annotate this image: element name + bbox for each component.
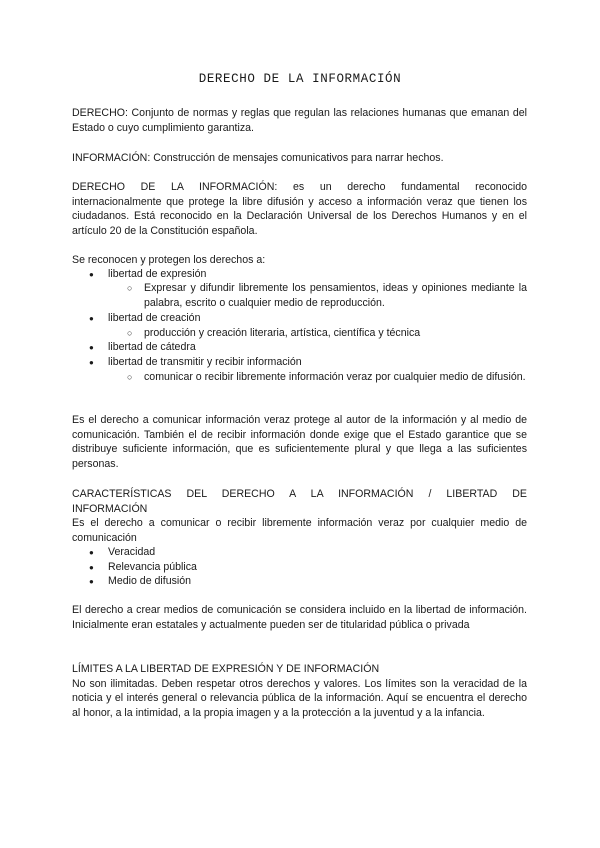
bullet-icon: ● xyxy=(89,563,94,572)
document-title: DERECHO DE LA INFORMACIÓN xyxy=(198,72,402,86)
paragraph-derecho-informacion-line1: DERECHO DE LA INFORMACIÓN: es un derecho fundamental reconocido xyxy=(72,181,527,193)
rights-subitem: producción y creación literaria, artística, científica y técnica xyxy=(144,327,421,339)
rights-item: libertad de cátedra xyxy=(108,341,196,353)
paragraph-derecho-informacion: internacionalmente que protege la libre difusión y acceso a información veraz que tienen los ciudadanos. Está reconocido en la Declaración Universal de los Derechos Humanos y en el artículo 20 de la Constitución española. xyxy=(72,195,527,237)
rights-item: libertad de creación xyxy=(108,312,201,324)
bullet-icon: ● xyxy=(89,270,94,279)
paragraph-comunicar: Es el derecho a comunicar información veraz protege al autor de la información y al medio de comunicación. También el de recibir información donde exige que el Estado garantice que se distribuye suficiente información, que es suficientemente plural y que llega a las suficientes personas. xyxy=(72,414,527,470)
paragraph-limites: No son ilimitadas. Deben respetar otros derechos y valores. Los límites son la veracidad de la noticia y el interés general o relevancia pública de la información. Aquí se encuentra el derecho al honor, a la intimidad, a la propia imagen y a la protección a la juventud y a la infancia. xyxy=(72,677,527,719)
rights-item: libertad de transmitir y recibir información xyxy=(108,356,302,368)
paragraph-derecho: DERECHO: Conjunto de normas y reglas que regulan las relaciones humanas que emanan del Estado o cuyo cumplimiento garantiza. xyxy=(72,107,527,134)
rights-subitem: Expresar y difundir libremente los pensamientos, ideas y opiniones mediante la palabra, escrito o cualquier medio de reproducción. xyxy=(144,282,527,309)
rights-intro: Se reconocen y protegen los derechos a: xyxy=(72,254,266,266)
rights-subitem: comunicar o recibir libremente información veraz por cualquier medio de difusión. xyxy=(144,371,526,383)
paragraph-medios: El derecho a crear medios de comunicación se considera incluido en la libertad de información. Inicialmente eran estatales y actualmente pueden ser de titularidad pública o privada xyxy=(72,604,527,631)
characteristic-item: Veracidad xyxy=(108,546,156,558)
bullet-icon: ● xyxy=(89,358,94,367)
rights-item: libertad de expresión xyxy=(108,268,207,280)
bullet-icon: ● xyxy=(89,577,94,586)
bullet-icon: ● xyxy=(89,314,94,323)
bullet-icon: ● xyxy=(89,548,94,557)
circle-bullet-icon: ○ xyxy=(127,328,133,338)
paragraph-caracteristicas: Es el derecho a comunicar o recibir libremente información veraz por cualquier medio de comunicación xyxy=(72,517,527,544)
heading-limites: LÍMITES A LA LIBERTAD DE EXPRESIÓN Y DE INFORMACIÓN xyxy=(72,663,380,675)
circle-bullet-icon: ○ xyxy=(127,372,133,382)
heading-caracteristicas-line1: CARACTERÍSTICAS DEL DERECHO A LA INFORMACIÓN / LIBERTAD DE xyxy=(72,488,527,500)
bullet-icon: ● xyxy=(89,343,94,352)
characteristic-item: Medio de difusión xyxy=(108,575,192,587)
paragraph-informacion: INFORMACIÓN: Construcción de mensajes comunicativos para narrar hechos. xyxy=(72,152,444,164)
characteristic-item: Relevancia pública xyxy=(108,561,197,573)
heading-caracteristicas-line2: INFORMACIÓN xyxy=(72,502,148,515)
circle-bullet-icon: ○ xyxy=(127,283,133,293)
